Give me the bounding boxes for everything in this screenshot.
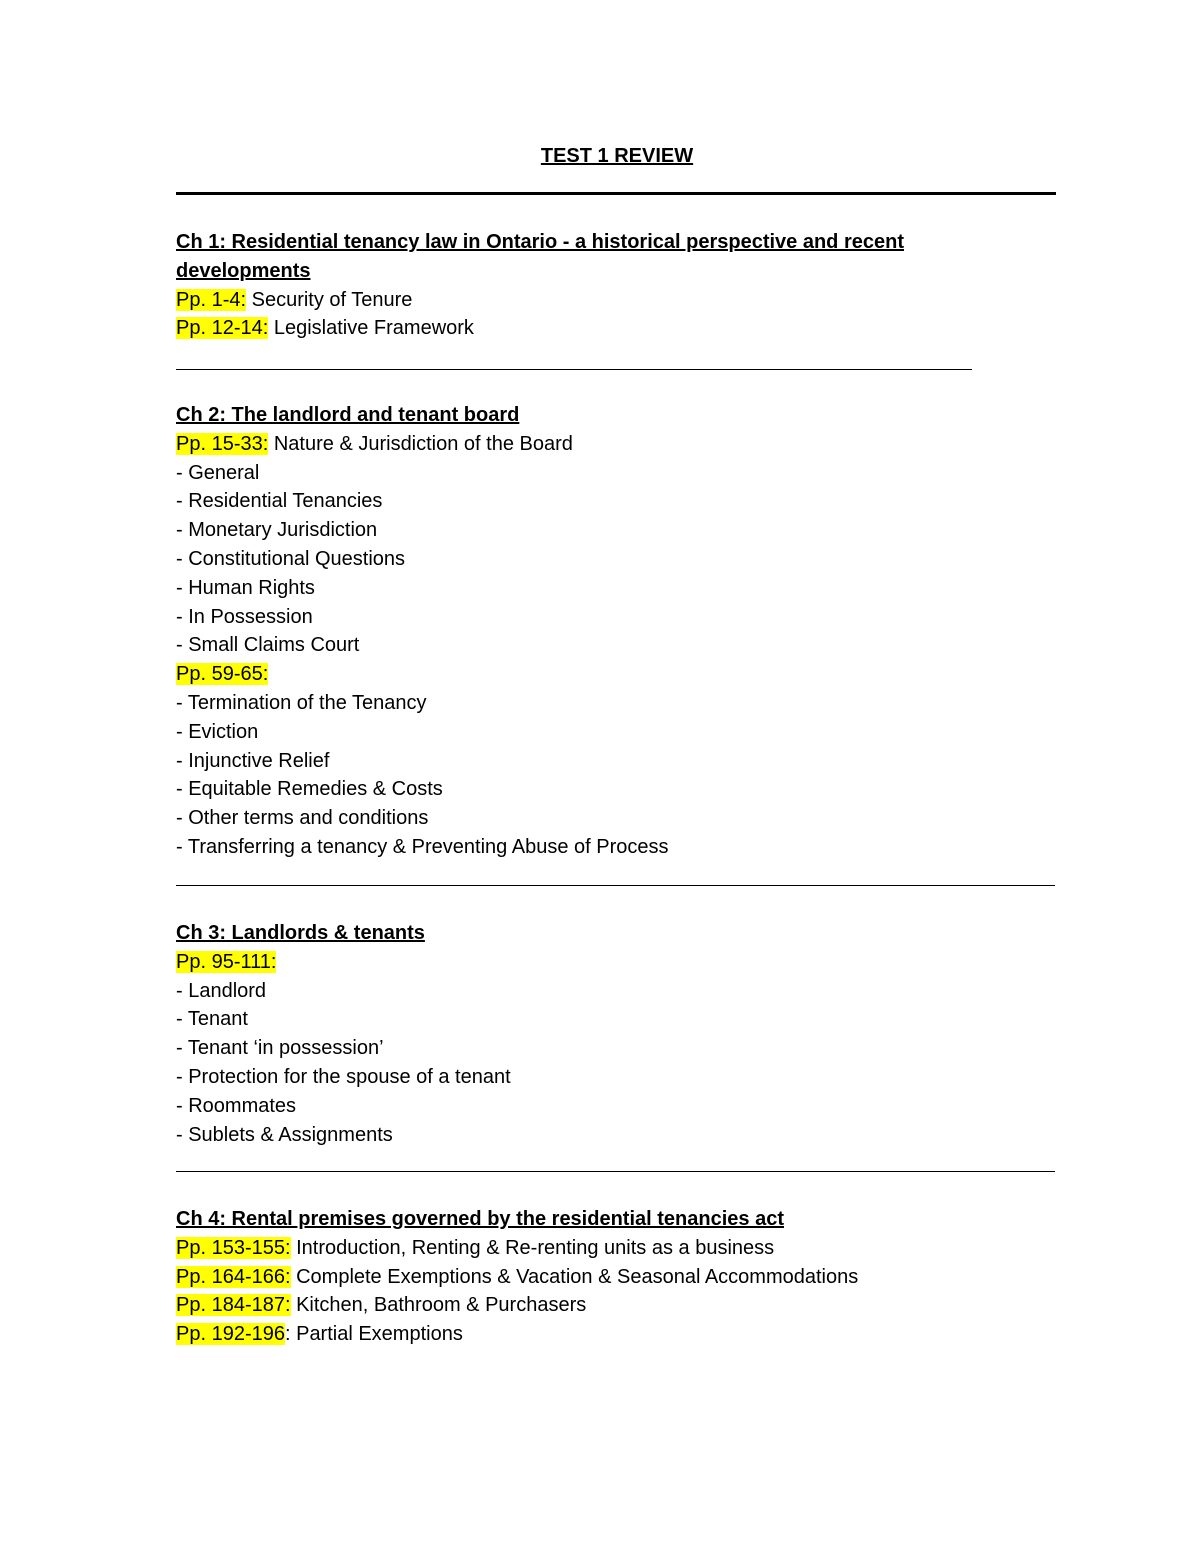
chapter-3-section: [176, 919, 936, 1149]
topic-item: - Landlord: [176, 979, 267, 1002]
topic-item: - Protection for the spouse of a tenant: [176, 1065, 511, 1088]
page-topic: : Partial Exemptions: [284, 1323, 463, 1346]
topic-item: - Small Claims Court: [176, 634, 360, 657]
page-reference-line: [176, 660, 936, 689]
page-range-highlight: Pp. 1-4:: [176, 288, 247, 311]
chapter-4-section: [176, 1205, 936, 1349]
page-topic: Legislative Framework: [268, 317, 474, 340]
page-reference-line: [176, 1234, 936, 1263]
topic-item: - Constitutional Questions: [176, 547, 406, 570]
topic-item: - In Possession: [176, 605, 313, 628]
page-range-highlight: Pp. 192-196: [176, 1323, 285, 1346]
page-topic: Introduction, Renting & Re-renting units as a business: [290, 1236, 775, 1259]
topic-item: - Monetary Jurisdiction: [176, 519, 378, 542]
page-range-highlight: Pp. 12-14:: [176, 317, 269, 340]
page-topic: Complete Exemptions & Vacation & Seasonal Accommodations: [290, 1265, 859, 1288]
page-reference-line: [176, 286, 936, 315]
page-range-highlight: Pp. 59-65:: [176, 663, 269, 686]
document-title: TEST 1 REVIEW: [540, 145, 694, 167]
section-divider: [176, 1171, 1055, 1172]
topic-item: - Termination of the Tenancy: [176, 691, 427, 714]
topic-item: - Human Rights: [176, 576, 315, 599]
page-reference-line: [176, 1291, 936, 1320]
topic-item: - Roommates: [176, 1094, 297, 1117]
topic-item: - Injunctive Relief: [176, 749, 330, 772]
chapter-2-heading: Ch 2: The landlord and tenant board: [176, 404, 520, 426]
page-range-highlight: Pp. 164-166:: [176, 1265, 291, 1288]
chapter-1-heading-continued: developments: [176, 259, 311, 282]
topic-item: - Tenant: [176, 1008, 248, 1031]
page-range-highlight: Pp. 184-187:: [176, 1294, 291, 1317]
chapter-4-heading: Ch 4: Rental premises governed by the residential tenancies act: [176, 1208, 784, 1230]
chapter-1-heading: Ch 1: Residential tenancy law in Ontario - a historical perspective and recent: [176, 231, 904, 253]
topic-item: - Eviction: [176, 720, 259, 743]
section-divider: [176, 885, 1055, 886]
section-divider: [176, 369, 972, 370]
chapter-1-section: [176, 228, 936, 343]
topic-item: - Sublets & Assignments: [176, 1123, 393, 1146]
page-range-highlight: Pp. 15-33:: [176, 432, 269, 455]
page-reference-line: [176, 1263, 936, 1292]
page-reference-line: [176, 948, 936, 977]
page-reference-line: [176, 314, 936, 343]
topic-item: - Other terms and conditions: [176, 807, 429, 830]
topic-item: - Transferring a tenancy & Preventing Abuse of Process: [176, 835, 669, 858]
page-topic: Nature & Jurisdiction of the Board: [268, 432, 573, 455]
page-reference-line: [176, 1320, 936, 1349]
page-reference-line: [176, 430, 936, 459]
topic-item: - Residential Tenancies: [176, 490, 383, 513]
page-range-highlight: Pp. 153-155:: [176, 1236, 291, 1259]
topic-item: - General: [176, 461, 260, 484]
page-topic: Kitchen, Bathroom & Purchasers: [290, 1294, 587, 1317]
topic-item: - Tenant ‘in possession’: [176, 1037, 384, 1060]
chapter-2-section: [176, 401, 936, 862]
topic-item: - Equitable Remedies & Costs: [176, 778, 443, 801]
title-divider: [176, 192, 1056, 195]
page-topic: Security of Tenure: [246, 288, 413, 311]
chapter-3-heading: Ch 3: Landlords & tenants: [176, 922, 425, 944]
page-range-highlight: Pp. 95-111:: [176, 950, 277, 973]
